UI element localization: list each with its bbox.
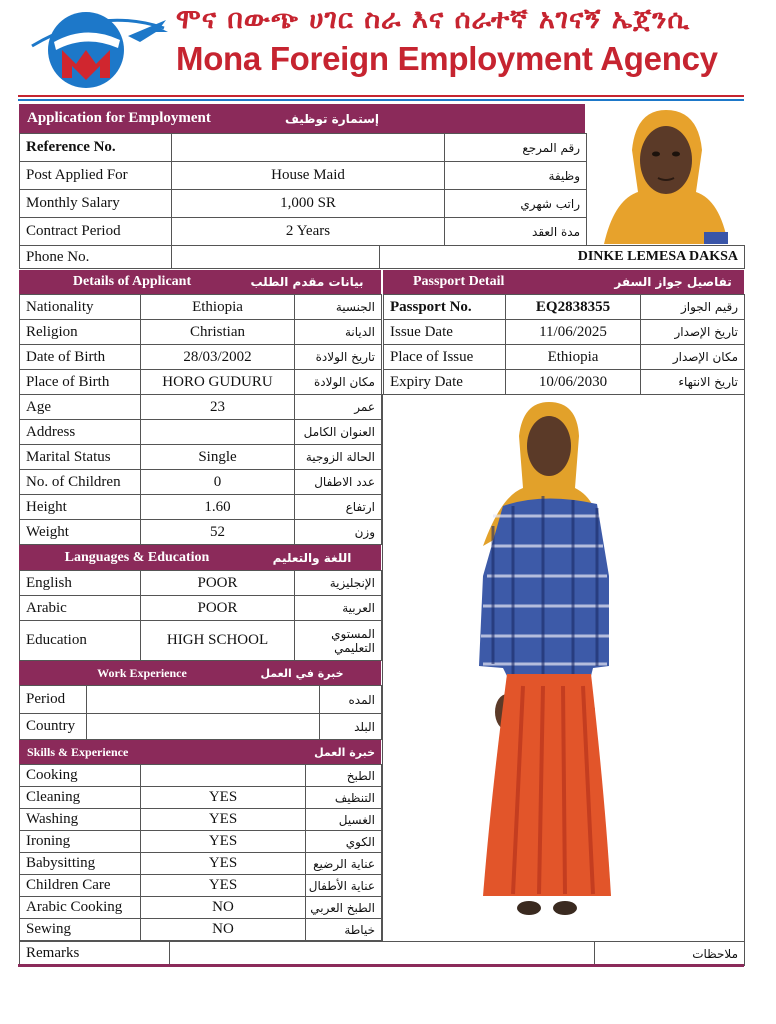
- babysitting-label: Babysitting: [20, 853, 141, 875]
- contract-value: 2 Years: [172, 218, 445, 246]
- height-label-ar: ارتفاع: [295, 495, 382, 520]
- table-row: [20, 246, 745, 269]
- table-row: [20, 370, 382, 395]
- nationality-label-ar: الجنسية: [295, 295, 382, 320]
- table-row: [20, 875, 382, 897]
- religion-label: Religion: [20, 320, 141, 345]
- salary-label: Monthly Salary: [20, 190, 172, 218]
- issue-date-label-ar: تاريخ الإصدار: [641, 320, 745, 345]
- arabic-value: POOR: [141, 596, 295, 621]
- nationality-label: Nationality: [20, 295, 141, 320]
- application-title: Application for Employment: [27, 110, 211, 126]
- agency-name-amharic: ሞና በውጭ ሀገር ስራ እና ሰራተኛ አገናኝ ኤጀንሲ: [176, 4, 691, 35]
- address-label: Address: [20, 420, 141, 445]
- applicant-full-photo: [383, 396, 743, 936]
- work-title: Work Experience: [97, 665, 187, 680]
- table-row: [20, 621, 382, 661]
- pob-label: Place of Birth: [20, 370, 141, 395]
- application-title-ar: إستمارة توظيف: [284, 111, 380, 126]
- height-label: Height: [20, 495, 141, 520]
- applicant-portrait-photo: [592, 104, 738, 244]
- ironing-value: YES: [141, 831, 306, 853]
- table-row: [20, 218, 587, 246]
- children-label-ar: عدد الاطفال: [295, 470, 382, 495]
- pob-label-ar: مكان الولادة: [295, 370, 382, 395]
- religion-label-ar: الديانة: [295, 320, 382, 345]
- work-table: [19, 685, 382, 740]
- table-row: [20, 765, 382, 787]
- english-label-ar: الإنجليزية: [295, 571, 382, 596]
- remarks-label-ar: ملاحظات: [595, 942, 745, 966]
- reference-label: Reference No.: [20, 134, 172, 162]
- children-value: 0: [141, 470, 295, 495]
- issue-place-label-ar: مكان الإصدار: [641, 345, 745, 370]
- languages-title-ar: اللغة والتعليم: [272, 550, 352, 565]
- post-value: House Maid: [172, 162, 445, 190]
- nationality-value: Ethiopia: [141, 295, 295, 320]
- issue-place-label: Place of Issue: [384, 345, 506, 370]
- expiry-date-label: Expiry Date: [384, 370, 506, 395]
- arabic-cooking-label: Arabic Cooking: [20, 897, 141, 919]
- country-value: [87, 714, 320, 740]
- languages-header: [19, 545, 381, 570]
- sewing-value: NO: [141, 919, 306, 941]
- cooking-label: Cooking: [20, 765, 141, 787]
- passport-title: Passport Detail: [413, 274, 505, 289]
- table-row: [384, 320, 745, 345]
- table-row: [20, 571, 382, 596]
- issue-date-label: Issue Date: [384, 320, 506, 345]
- table-row: [20, 445, 382, 470]
- babysitting-value: YES: [141, 853, 306, 875]
- table-row: [20, 853, 382, 875]
- table-row: [20, 686, 382, 714]
- arabic-cooking-value: NO: [141, 897, 306, 919]
- education-value: HIGH SCHOOL: [141, 621, 295, 661]
- sewing-label-ar: خياطة: [306, 919, 382, 941]
- table-row: [384, 370, 745, 395]
- agency-name-english: Mona Foreign Employment Agency: [176, 40, 718, 77]
- reference-label-ar: رقم المرجع: [445, 134, 587, 162]
- address-label-ar: العنوان الكامل: [295, 420, 382, 445]
- table-row: [20, 470, 382, 495]
- passport-no-label: Passport No.: [384, 295, 506, 320]
- washing-label: Washing: [20, 809, 141, 831]
- marital-label: Marital Status: [20, 445, 141, 470]
- education-label-ar: المستوي التعليمي: [295, 621, 382, 661]
- cleaning-label: Cleaning: [20, 787, 141, 809]
- passport-title-ar: تفاصيل جواز السفر: [614, 275, 732, 289]
- table-row: [20, 395, 382, 420]
- table-row: [20, 320, 382, 345]
- table-row: [20, 919, 382, 941]
- table-row: [384, 295, 745, 320]
- skills-header: [19, 740, 381, 764]
- ironing-label: Ironing: [20, 831, 141, 853]
- table-row: [20, 190, 587, 218]
- ironing-label-ar: الكوي: [306, 831, 382, 853]
- children-care-label: Children Care: [20, 875, 141, 897]
- table-row: [20, 345, 382, 370]
- dob-label-ar: تاريخ الولادة: [295, 345, 382, 370]
- cooking-label-ar: الطبخ: [306, 765, 382, 787]
- expiry-date-label-ar: تاريخ الانتهاء: [641, 370, 745, 395]
- table-row: [20, 520, 382, 545]
- sewing-label: Sewing: [20, 919, 141, 941]
- religion-value: Christian: [141, 320, 295, 345]
- remarks-label: Remarks: [20, 942, 170, 966]
- table-row: [20, 809, 382, 831]
- children-label: No. of Children: [20, 470, 141, 495]
- arabic-label: Arabic: [20, 596, 141, 621]
- post-label: Post Applied For: [20, 162, 172, 190]
- issue-place-value: Ethiopia: [506, 345, 641, 370]
- table-row: [384, 345, 745, 370]
- marital-value: Single: [141, 445, 295, 470]
- weight-label: Weight: [20, 520, 141, 545]
- application-table: [19, 133, 587, 246]
- passport-no-label-ar: رقيم الجواز: [641, 295, 745, 320]
- table-row: [20, 495, 382, 520]
- washing-label-ar: الغسيل: [306, 809, 382, 831]
- country-label-ar: البلد: [320, 714, 382, 740]
- marital-label-ar: الحالة الزوجية: [295, 445, 382, 470]
- remarks-value: [170, 942, 595, 966]
- english-value: POOR: [141, 571, 295, 596]
- education-label: Education: [20, 621, 141, 661]
- passport-no-value: EQ2838355: [506, 295, 641, 320]
- table-row: [20, 162, 587, 190]
- table-row: [20, 787, 382, 809]
- table-row: [20, 942, 745, 966]
- reference-value: [172, 134, 445, 162]
- phone-value: [172, 246, 380, 269]
- remarks-table: [19, 941, 745, 966]
- dob-label: Date of Birth: [20, 345, 141, 370]
- applicant-name: DINKE LEMESA DAKSA: [380, 246, 745, 269]
- cooking-value: [141, 765, 306, 787]
- period-label: Period: [20, 686, 87, 714]
- skills-table: [19, 764, 382, 941]
- languages-title: Languages & Education: [64, 549, 210, 565]
- salary-label-ar: راتب شهري: [445, 190, 587, 218]
- details-title: Details of Applicant: [72, 274, 192, 289]
- issue-date-value: 11/06/2025: [506, 320, 641, 345]
- footer-divider: [18, 964, 744, 967]
- passport-header: [383, 270, 744, 294]
- height-value: 1.60: [141, 495, 295, 520]
- expiry-date-value: 10/06/2030: [506, 370, 641, 395]
- table-row: [20, 420, 382, 445]
- pob-value: HORO GUDURU: [141, 370, 295, 395]
- phone-label: Phone No.: [20, 246, 172, 269]
- washing-value: YES: [141, 809, 306, 831]
- english-label: English: [20, 571, 141, 596]
- salary-value: 1,000 SR: [172, 190, 445, 218]
- skills-title: Skills & Experience: [27, 744, 129, 759]
- period-value: [87, 686, 320, 714]
- header-divider-red: [18, 95, 744, 97]
- contract-label: Contract Period: [20, 218, 172, 246]
- post-label-ar: وظيفة: [445, 162, 587, 190]
- work-title-ar: خبرة في العمل: [260, 666, 344, 680]
- cleaning-label-ar: التنظيف: [306, 787, 382, 809]
- table-row: [20, 897, 382, 919]
- country-label: Country: [20, 714, 87, 740]
- agency-logo: [28, 6, 170, 92]
- passport-table: [383, 294, 745, 395]
- babysitting-label-ar: عناية الرضيع: [306, 853, 382, 875]
- children-care-value: YES: [141, 875, 306, 897]
- age-label: Age: [20, 395, 141, 420]
- phone-name-table: [19, 245, 745, 269]
- arabic-label-ar: العربية: [295, 596, 382, 621]
- age-value: 23: [141, 395, 295, 420]
- skills-title-ar: خبرة العمل: [314, 745, 375, 759]
- work-header: [19, 661, 381, 685]
- languages-table: [19, 570, 382, 661]
- application-header: [19, 104, 585, 133]
- header-divider-blue: [18, 99, 744, 101]
- table-row: [20, 134, 587, 162]
- details-table: [19, 294, 382, 545]
- address-value: [141, 420, 295, 445]
- dob-value: 28/03/2002: [141, 345, 295, 370]
- period-label-ar: المده: [320, 686, 382, 714]
- details-header: [19, 270, 381, 294]
- weight-label-ar: وزن: [295, 520, 382, 545]
- table-row: [20, 596, 382, 621]
- age-label-ar: عمر: [295, 395, 382, 420]
- cleaning-value: YES: [141, 787, 306, 809]
- table-row: [20, 831, 382, 853]
- table-row: [20, 714, 382, 740]
- contract-label-ar: مدة العقد: [445, 218, 587, 246]
- details-title-ar: بيانات مقدم الطلب: [250, 275, 364, 289]
- weight-value: 52: [141, 520, 295, 545]
- table-row: [20, 295, 382, 320]
- children-care-label-ar: عناية الأطفال: [306, 875, 382, 897]
- arabic-cooking-label-ar: الطبخ العربي: [306, 897, 382, 919]
